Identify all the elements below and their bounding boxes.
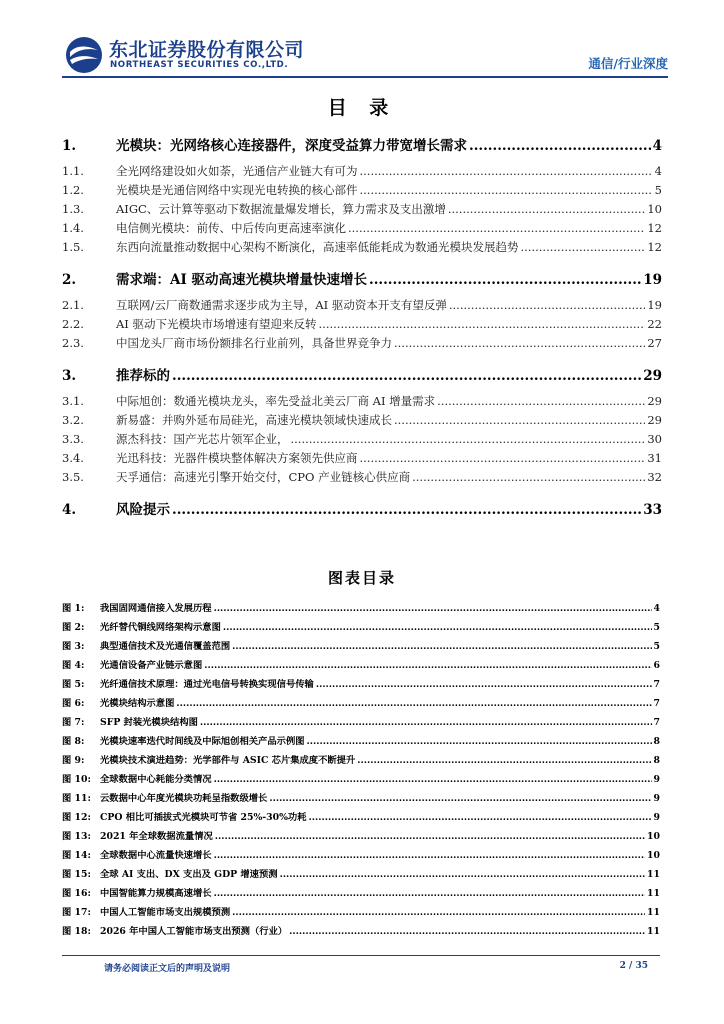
toc-leader xyxy=(291,432,646,446)
toc-number: 2.2. xyxy=(62,317,84,331)
footer-disclaimer: 请务必阅读正文后的声明及说明 xyxy=(104,964,231,974)
figure-number: 图 12: xyxy=(62,812,91,823)
toc-leader xyxy=(269,793,651,804)
toc-label: 互联网/云厂商数通需求逐步成为主导，AI 驱动资本开支有望反弹 xyxy=(116,298,447,312)
toc-section-2-2[interactable] xyxy=(62,316,662,332)
toc-leader xyxy=(307,736,652,747)
toc-number: 1.3. xyxy=(62,202,84,216)
toc-label: 天孚通信：高速光引擎开始交付，CPO 产业链核心供应商 xyxy=(116,470,411,484)
toc-leader xyxy=(412,470,645,484)
toc-label: 风险提示 xyxy=(116,502,170,518)
toc-page: 12 xyxy=(647,221,662,235)
toc-leader xyxy=(172,368,641,384)
toc-leader xyxy=(319,317,646,331)
figure-label: 光模块速率迭代时间线及中际旭创相关产品示例图 xyxy=(100,736,305,747)
toc-page: 27 xyxy=(647,336,662,350)
figure-number: 图 11: xyxy=(62,793,91,804)
figure-number: 图 17: xyxy=(62,907,91,918)
toc-label: 中际旭创：数通光模块龙头，率先受益北美云厂商 AI 增量需求 xyxy=(116,394,436,408)
figure-number: 图 18: xyxy=(62,926,91,937)
brand-name-cn: 东北证券股份有限公司 xyxy=(109,39,305,61)
figure-page: 5 xyxy=(653,622,660,633)
toc-page: 4 xyxy=(652,138,662,154)
figure-entry-8[interactable] xyxy=(62,733,660,747)
toc-section-1[interactable] xyxy=(62,134,662,154)
toc-label: 源杰科技：国产光芯片领军企业， xyxy=(116,432,289,446)
toc-page: 29 xyxy=(647,413,662,427)
toc-label: 光迅科技：光器件模块整体解决方案领先供应商 xyxy=(116,451,358,465)
figure-number: 图 13: xyxy=(62,831,91,842)
toc-leader xyxy=(214,888,645,899)
toc-leader xyxy=(214,603,652,614)
toc-section-2-1[interactable] xyxy=(62,297,662,313)
toc-number: 4. xyxy=(62,502,77,518)
figure-number: 图 8: xyxy=(62,736,85,747)
figure-label: 光模块技术演进趋势：光学部件与 ASIC 芯片集成度不断提升 xyxy=(100,755,356,766)
figure-label: 全球数据中心耗能分类情况 xyxy=(100,774,212,785)
figure-page: 8 xyxy=(653,736,660,747)
toc-section-3-5[interactable] xyxy=(62,469,662,485)
toc-page: 5 xyxy=(654,183,662,197)
toc-number: 3.2. xyxy=(62,413,84,427)
toc-page: 10 xyxy=(647,202,662,216)
figure-label: 全球数据中心流量快速增长 xyxy=(100,850,212,861)
figure-entry-15[interactable] xyxy=(62,866,660,880)
toc-leader xyxy=(214,850,645,861)
toc-leader xyxy=(469,138,651,154)
toc-section-1-4[interactable] xyxy=(62,220,662,236)
toc-leader xyxy=(369,272,641,288)
toc-number: 3.5. xyxy=(62,470,84,484)
figure-page: 10 xyxy=(647,850,660,861)
toc-section-3-2[interactable] xyxy=(62,412,662,428)
figure-entry-16[interactable] xyxy=(62,885,660,899)
toc-number: 3. xyxy=(62,368,77,384)
toc-label: 需求端：AI 驱动高速光模块增量快速增长 xyxy=(116,272,367,288)
toc-number: 2.3. xyxy=(62,336,84,350)
brand-name-en: NORTHEAST SECURITIES CO.,LTD. xyxy=(110,60,289,70)
toc-leader xyxy=(521,240,646,254)
figure-page: 9 xyxy=(653,774,660,785)
footer-page-number: 2 / 35 xyxy=(619,961,648,971)
toc-section-1-1[interactable] xyxy=(62,163,662,179)
figure-label: CPO 相比可插拔式光模块可节省 25%-30%功耗 xyxy=(100,812,307,823)
toc-leader xyxy=(309,812,652,823)
figure-page: 6 xyxy=(653,660,660,671)
figure-label: 云数据中心年度光模块功耗呈指数级增长 xyxy=(100,793,268,804)
toc-section-3-3[interactable] xyxy=(62,431,662,447)
figure-page: 9 xyxy=(653,812,660,823)
toc-page: 19 xyxy=(643,272,662,288)
toc-leader xyxy=(289,926,645,937)
toc-page: 29 xyxy=(643,368,662,384)
figure-number: 图 16: xyxy=(62,888,91,899)
toc-leader xyxy=(215,831,645,842)
figure-page: 8 xyxy=(653,755,660,766)
toc-leader xyxy=(176,698,651,709)
toc-number: 3.3. xyxy=(62,432,84,446)
toc-leader xyxy=(214,774,652,785)
figure-number: 图 14: xyxy=(62,850,91,861)
toc-page: 33 xyxy=(643,502,662,518)
toc-number: 3.1. xyxy=(62,394,84,408)
toc-leader xyxy=(316,679,652,690)
toc-leader xyxy=(357,755,651,766)
toc-number: 1. xyxy=(62,138,77,154)
figure-entry-12[interactable] xyxy=(62,809,660,823)
northeast-securities-logo-icon xyxy=(64,35,104,75)
toc-label: AI 驱动下光模块市场增速有望迎来反转 xyxy=(116,317,317,331)
toc-number: 2. xyxy=(62,272,77,288)
figure-page: 7 xyxy=(653,717,660,728)
figure-number: 图 9: xyxy=(62,755,85,766)
figure-entry-14[interactable] xyxy=(62,847,660,861)
figure-page: 11 xyxy=(647,888,660,899)
toc-page: 31 xyxy=(647,451,662,465)
figure-entry-3[interactable] xyxy=(62,638,660,652)
toc-number: 1.5. xyxy=(62,240,84,254)
figure-page: 9 xyxy=(653,793,660,804)
toc-section-1-3[interactable] xyxy=(62,201,662,217)
figure-entry-2[interactable] xyxy=(62,619,660,633)
figure-entry-18[interactable] xyxy=(62,923,660,937)
toc-label: 推荐标的 xyxy=(116,368,170,384)
toc-leader xyxy=(360,183,653,197)
figure-entry-10[interactable] xyxy=(62,771,660,785)
toc-page: 19 xyxy=(647,298,662,312)
figure-label: 2026 年中国人工智能市场支出预测（行业） xyxy=(100,926,288,937)
figure-entry-4[interactable] xyxy=(62,657,660,671)
toc-label: 东西向流量推动数据中心架构不断演化，高速率低能耗成为数通光模块发展趋势 xyxy=(116,240,519,254)
figure-entry-5[interactable] xyxy=(62,676,660,690)
figure-number: 图 4: xyxy=(62,660,85,671)
figure-number: 图 3: xyxy=(62,641,85,652)
figure-number: 图 5: xyxy=(62,679,85,690)
toc-page: 22 xyxy=(647,317,662,331)
toc-leader xyxy=(223,622,652,633)
toc-section-1-2[interactable] xyxy=(62,182,662,198)
figure-label: 中国人工智能市场支出规模预测 xyxy=(100,907,231,918)
figure-page: 10 xyxy=(647,831,660,842)
toc-label: 全光网络建设如火如荼，光通信产业链大有可为 xyxy=(116,164,358,178)
figure-page: 11 xyxy=(647,869,660,880)
toc-number: 1.1. xyxy=(62,164,84,178)
toc-title: 目 录 xyxy=(327,97,397,119)
toc-number: 1.4. xyxy=(62,221,84,235)
figure-entry-11[interactable] xyxy=(62,790,660,804)
toc-page: 32 xyxy=(647,470,662,484)
toc-number: 2.1. xyxy=(62,298,84,312)
figure-page: 4 xyxy=(653,603,660,614)
figure-label: SFP 封装光模块结构图 xyxy=(100,717,198,728)
toc-section-3-1[interactable] xyxy=(62,393,662,409)
toc-leader xyxy=(200,717,652,728)
figure-label: 典型通信技术及光通信覆盖范围 xyxy=(100,641,231,652)
figure-label: 光纤替代铜线网络架构示意图 xyxy=(100,622,221,633)
toc-leader xyxy=(204,660,651,671)
toc-section-2-3[interactable] xyxy=(62,335,662,351)
toc-leader xyxy=(360,451,646,465)
toc-leader xyxy=(172,502,641,518)
figure-entry-7[interactable] xyxy=(62,714,660,728)
report-type: 通信/行业深度 xyxy=(588,56,668,71)
toc-leader xyxy=(394,336,645,350)
figure-entry-9[interactable] xyxy=(62,752,660,766)
toc-leader xyxy=(360,164,653,178)
toc-leader xyxy=(394,413,645,427)
toc-label: 光模块是光通信网络中实现光电转换的核心部件 xyxy=(116,183,358,197)
figure-number: 图 15: xyxy=(62,869,91,880)
figure-label: 中国智能算力规模高速增长 xyxy=(100,888,212,899)
toc-label: 中国龙头厂商市场份额排名行业前列，具备世界竞争力 xyxy=(116,336,392,350)
figure-entry-17[interactable] xyxy=(62,904,660,918)
figure-entry-6[interactable] xyxy=(62,695,660,709)
toc-number: 3.4. xyxy=(62,451,84,465)
figure-page: 11 xyxy=(647,926,660,937)
toc-leader xyxy=(437,394,645,408)
figure-page: 5 xyxy=(653,641,660,652)
toc-label: 电信侧光模块：前传、中后传向更高速率演化 xyxy=(116,221,346,235)
figure-label: 全球 AI 支出、DX 支出及 GDP 增速预测 xyxy=(100,869,278,880)
figure-label: 我国固网通信接入发展历程 xyxy=(100,603,212,614)
toc-page: 29 xyxy=(647,394,662,408)
toc-section-3-4[interactable] xyxy=(62,450,662,466)
toc-section-3[interactable] xyxy=(62,364,662,384)
toc-label: 光模块：光网络核心连接器件，深度受益算力带宽增长需求 xyxy=(116,138,467,154)
footer-divider xyxy=(62,955,660,956)
figure-list-title: 图表目录 xyxy=(327,569,396,587)
figure-page: 7 xyxy=(653,698,660,709)
figure-label: 光纤通信技术原理：通过光电信号转换实现信号传输 xyxy=(100,679,314,690)
toc-label: 新易盛：并购外延布局硅光，高速光模块领域快速成长 xyxy=(116,413,392,427)
toc-page: 30 xyxy=(647,432,662,446)
figure-number: 图 2: xyxy=(62,622,85,633)
toc-page: 12 xyxy=(647,240,662,254)
toc-section-1-5[interactable] xyxy=(62,239,662,255)
header-divider xyxy=(62,76,668,78)
figure-number: 图 7: xyxy=(62,717,85,728)
figure-entry-13[interactable] xyxy=(62,828,660,842)
page-header xyxy=(0,0,724,80)
toc-leader xyxy=(449,298,645,312)
toc-label: AIGC、云计算等驱动下数据流量爆发增长，算力需求及支出激增 xyxy=(116,202,446,216)
figure-label: 2021 年全球数据流量情况 xyxy=(100,831,213,842)
toc-leader xyxy=(232,641,651,652)
toc-leader xyxy=(232,907,645,918)
figure-page: 11 xyxy=(647,907,660,918)
figure-label: 光通信设备产业链示意图 xyxy=(100,660,203,671)
toc-leader xyxy=(448,202,646,216)
toc-section-4[interactable] xyxy=(62,498,662,518)
toc-page: 4 xyxy=(654,164,662,178)
toc-leader xyxy=(348,221,645,235)
figure-page: 7 xyxy=(653,679,660,690)
figure-number: 图 6: xyxy=(62,698,85,709)
toc-leader xyxy=(280,869,645,880)
figure-label: 光模块结构示意图 xyxy=(100,698,175,709)
toc-number: 1.2. xyxy=(62,183,84,197)
figure-number: 图 1: xyxy=(62,603,85,614)
toc-section-2[interactable] xyxy=(62,268,662,288)
figure-entry-1[interactable] xyxy=(62,600,660,614)
figure-number: 图 10: xyxy=(62,774,91,785)
